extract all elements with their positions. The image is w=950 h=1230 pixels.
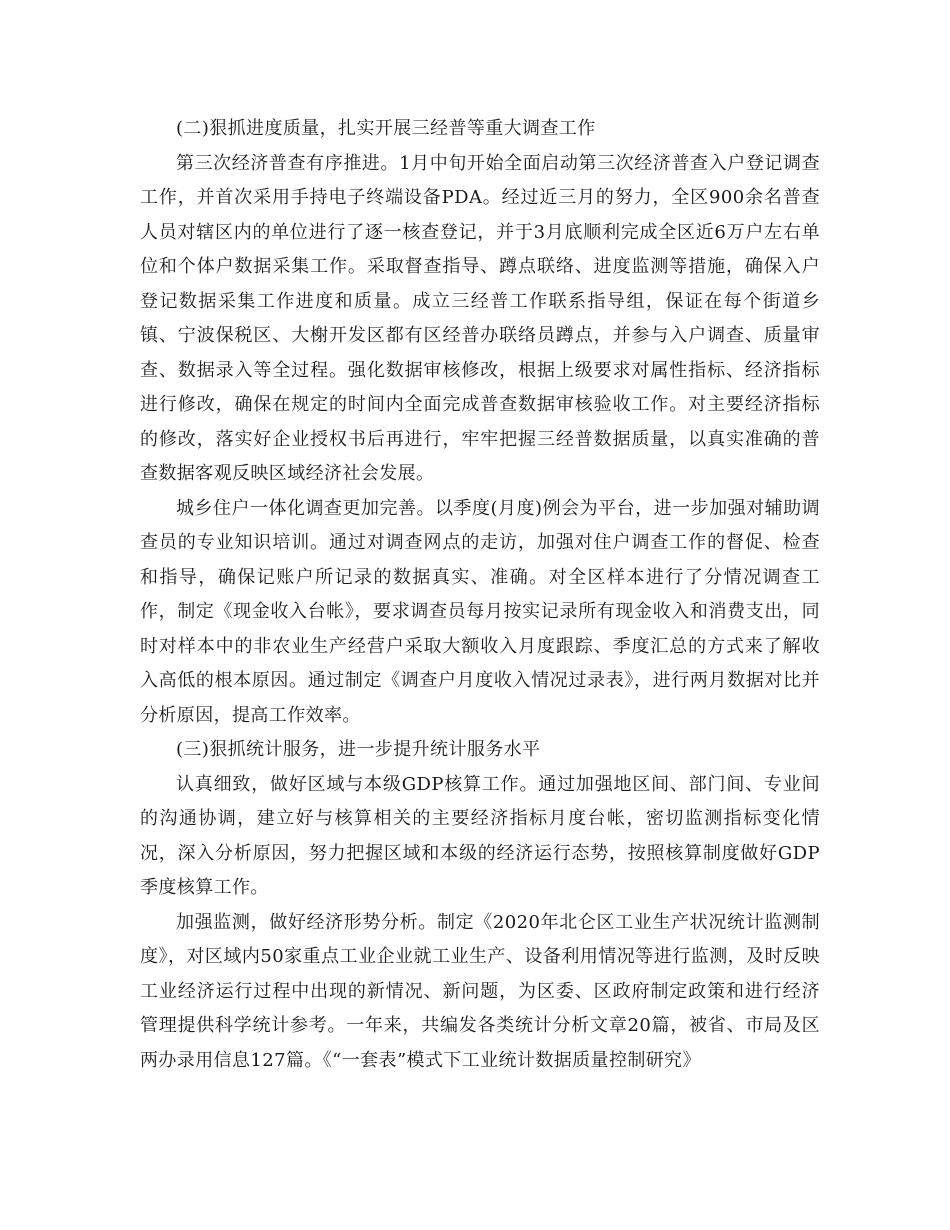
paragraph-economic-monitoring: 加强监测，做好经济形势分析。制定《2020年北仑区工业生产状况统计监测制度》，对区域内50家重点工业企业就工业生产、设备利用情况等进行监测，及时反映工业经济运行过程中出现的新情况、新问题，为区委、区政府制定政策和进行经济管理提供科学统计参考。一年来，共编发各类统计分析文章20篇，被省、市局及区两办录用信息127篇。《“一套表”模式下工业统计数据质量控制研究》 bbox=[140, 911, 820, 1071]
section-heading-3: (三)狠抓统计服务，进一步提升统计服务水平 bbox=[176, 739, 541, 760]
paragraph-economic-census: 第三次经济普查有序推进。1月中旬开始全面启动第三次经济普查入户登记调查工作，并首次采用手持电子终端设备PDA。经过近三月的努力，全区900余名普查人员对辖区内的单位进行了逐一核查登记，并于3月底顺利完成全区近6万户左右单位和个体户数据采集工作。采取督查指导、蹲点联络、进度监测等措施，确保入户登记数据采集工作进度和质量。成立三经普工作联系指导组，保证在每个街道乡镇、宁波保税区、大榭开发区都有区经普办联络员蹲点，并参与入户调查、质量审查、数据录入等全过程。强化数据审核修改，根据上级要求对属性指标、经济指标进行修改，确保在规定的时间内全面完成普查数据审核验收工作。对主要经济指标的修改，落实好企业授权书后再进行，牢牢把握三经普数据质量，以真实准确的普查数据客观反映区域经济社会发展。 bbox=[140, 152, 820, 484]
paragraph-household-survey: 城乡住户一体化调查更加完善。以季度(月度)例会为平台，进一步加强对辅助调查员的专业知识培训。通过对调查网点的走访，加强对住户调查工作的督促、检查和指导，确保记账户所记录的数据真实、准确。对全区样本进行了分情况调查工作，制定《现金收入台帐》，要求调查员每月按实记录所有现金收入和消费支出，同时对样本中的非农业生产经营户采取大额收入月度跟踪、季度汇总的方式来了解收入高低的根本原因。通过制定《调查户月度收入情况过录表》，进行两月数据对比并分析原因，提高工作效率。 bbox=[140, 497, 820, 726]
document-page bbox=[140, 112, 820, 1078]
section-heading-2: (二)狠抓进度质量，扎实开展三经普等重大调查工作 bbox=[176, 118, 596, 139]
paragraph-gdp-accounting: 认真细致，做好区域与本级GDP核算工作。通过加强地区间、部门间、专业间的沟通协调，建立好与核算相关的主要经济指标月度台帐，密切监测指标变化情况，深入分析原因，努力把握区域和本级的经济运行态势，按照核算制度做好GDP季度核算工作。 bbox=[140, 773, 820, 898]
